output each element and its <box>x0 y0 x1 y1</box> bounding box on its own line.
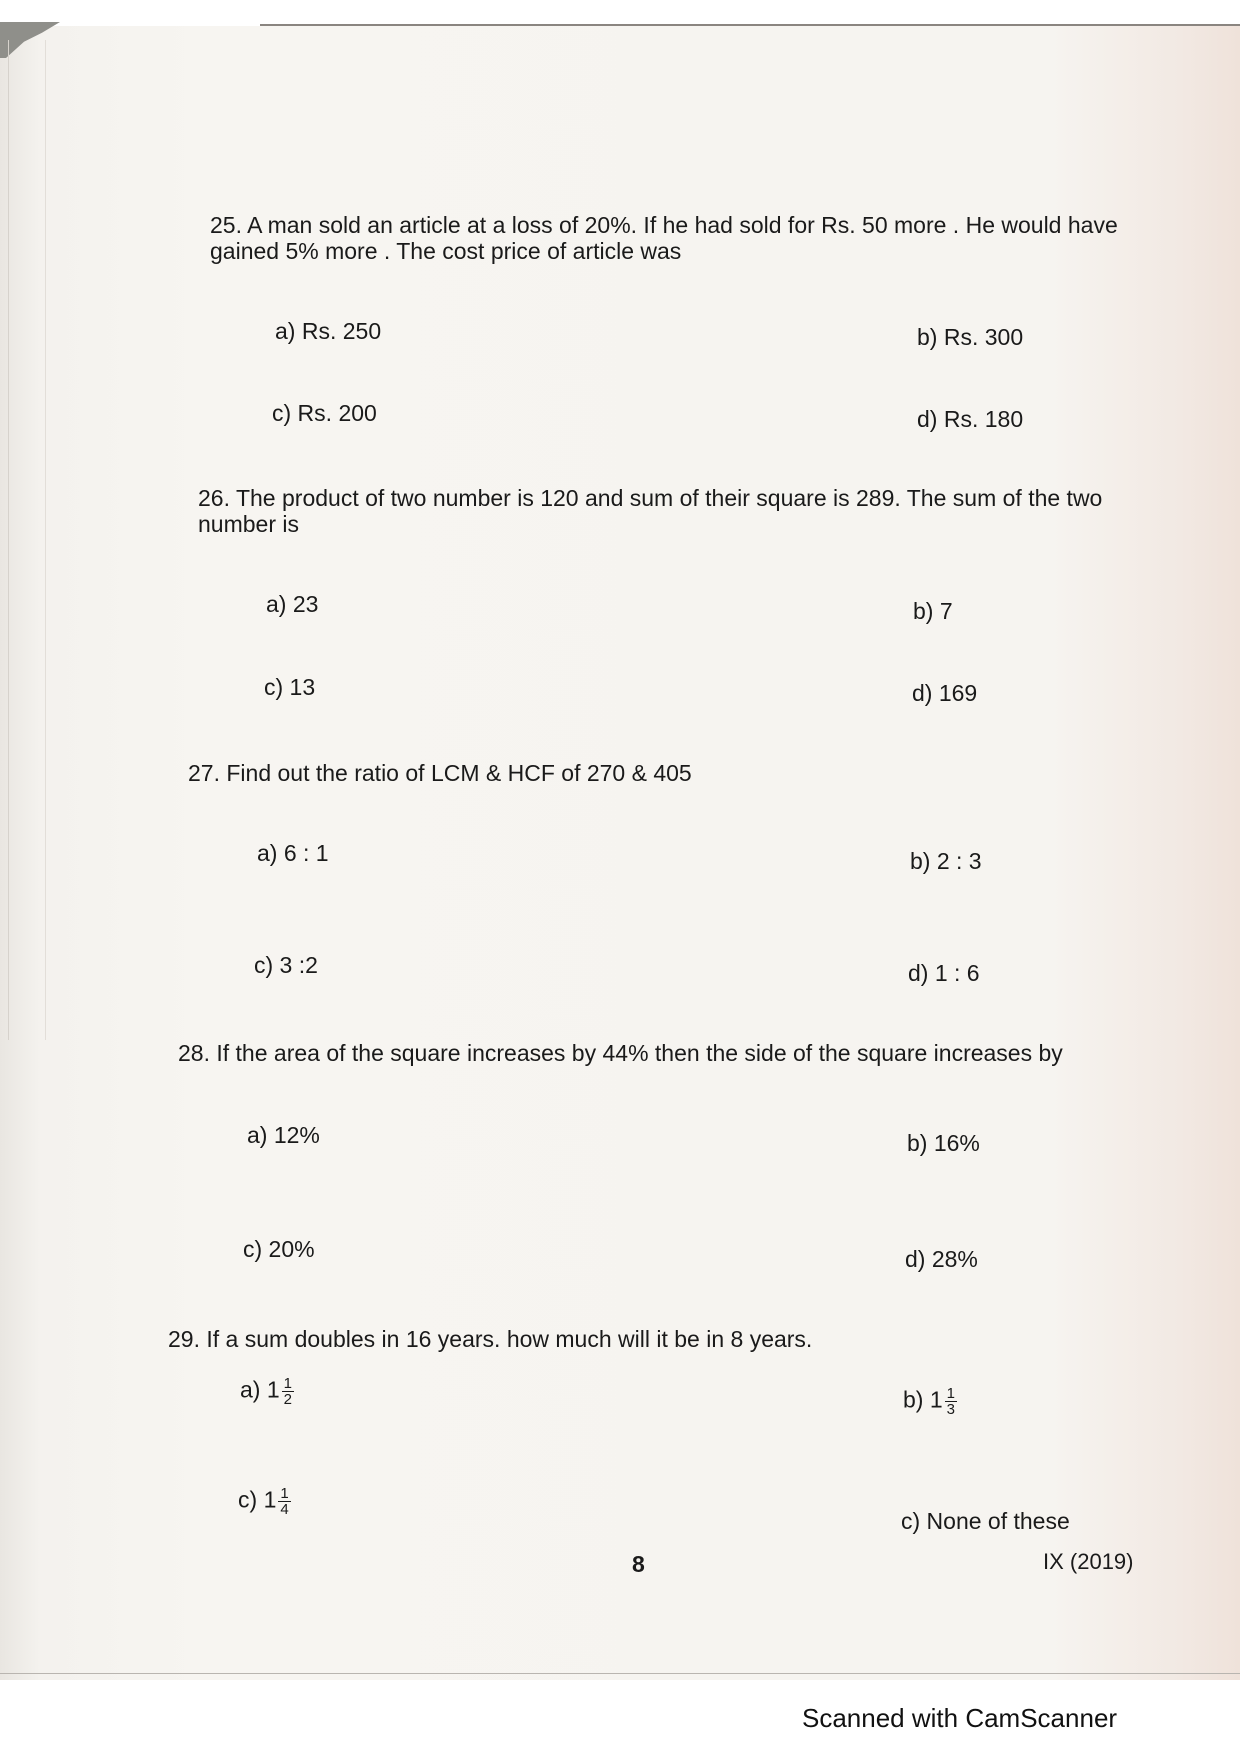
option-c: c) 13 <box>264 674 316 700</box>
fraction <box>282 1376 294 1407</box>
option-d: c) None of these <box>901 1508 1070 1534</box>
question-28 <box>178 1040 1178 1066</box>
question-stem: If a sum doubles in 16 years. how much will it be in 8 years. <box>206 1326 813 1352</box>
option-b: b) 7 <box>913 598 953 624</box>
question-text <box>168 1326 1118 1352</box>
exam-code: IX (2019) <box>1043 1549 1134 1574</box>
mixed-number-whole: 1 <box>263 1486 277 1513</box>
option-label: c) <box>238 1486 258 1513</box>
page-top-rule <box>260 24 1240 26</box>
question-number: 25. <box>210 212 242 238</box>
option-b: b) Rs. 300 <box>917 324 1024 350</box>
option-b: b) 16% <box>907 1130 980 1156</box>
binding-margin <box>8 40 46 1040</box>
option-b: b) 2 : 3 <box>910 848 982 874</box>
option-c: c) Rs. 200 <box>272 400 377 426</box>
option-b <box>903 1386 957 1417</box>
option-c: c) 20% <box>243 1236 315 1262</box>
question-stem: A man sold an article at a loss of 20%. If he had sold for Rs. 50 more . He would have gained 5% more . The cost price of article was <box>210 212 1118 264</box>
fraction <box>278 1486 290 1517</box>
camscanner-watermark: Scanned with CamScanner <box>802 1703 1118 1733</box>
question-text <box>210 212 1160 264</box>
question-stem: If the area of the square increases by 44% then the side of the square increases by <box>216 1040 1063 1066</box>
option-a: a) Rs. 250 <box>275 318 382 344</box>
fraction-numerator: 1 <box>946 1385 955 1402</box>
option-a: a) 6 : 1 <box>257 840 329 866</box>
option-d: d) 1 : 6 <box>908 960 980 986</box>
fraction-numerator: 1 <box>283 1375 292 1392</box>
option-d: d) 169 <box>912 680 978 706</box>
fraction-denominator: 2 <box>283 1391 292 1408</box>
mixed-number-whole: 1 <box>929 1386 943 1413</box>
question-text <box>188 760 1138 786</box>
option-a: a) 12% <box>247 1122 320 1148</box>
question-number: 29. <box>168 1326 200 1352</box>
option-c <box>238 1486 291 1517</box>
question-text <box>198 485 1148 537</box>
page-bottom-rule <box>0 1673 1240 1674</box>
fraction-denominator: 3 <box>946 1401 955 1418</box>
option-c: c) 3 :2 <box>254 952 318 978</box>
question-stem: The product of two number is 120 and sum of their square is 289. The sum of the two number is <box>198 485 1103 537</box>
question-26 <box>198 485 1148 537</box>
question-number: 28. <box>178 1040 210 1066</box>
page-number: 8 <box>632 1551 645 1577</box>
mixed-number-whole: 1 <box>266 1376 280 1403</box>
question-29 <box>168 1326 1118 1352</box>
question-number: 27. <box>188 760 220 786</box>
option-label: b) <box>903 1386 924 1413</box>
option-d: d) 28% <box>905 1246 978 1272</box>
option-a: a) 23 <box>266 591 319 617</box>
question-stem: Find out the ratio of LCM & HCF of 270 & 405 <box>226 760 692 786</box>
fraction-denominator: 4 <box>280 1501 289 1518</box>
fraction-numerator: 1 <box>280 1485 289 1502</box>
question-number: 26. <box>198 485 230 511</box>
option-a <box>240 1376 294 1407</box>
page-top-edge <box>0 0 1240 26</box>
option-label: a) <box>240 1376 261 1403</box>
question-text <box>178 1040 1178 1066</box>
question-27 <box>188 760 1138 786</box>
question-25 <box>210 212 1160 264</box>
option-d: d) Rs. 180 <box>917 406 1024 432</box>
fraction <box>945 1386 957 1417</box>
